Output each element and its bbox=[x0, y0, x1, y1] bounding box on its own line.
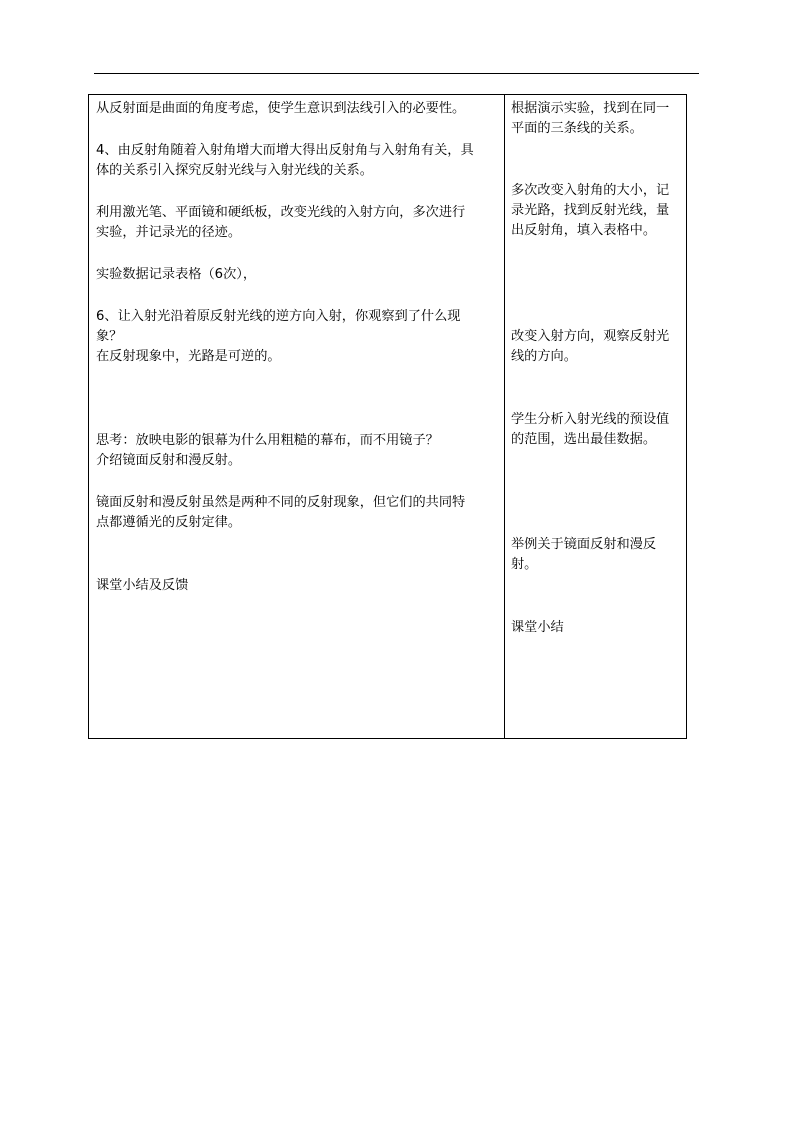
process-line: 4、由反射角随着入射角增大而增大得出反射角与入射角有关，具 bbox=[96, 143, 474, 158]
process-line: 课堂小结及反馈 bbox=[96, 578, 189, 593]
activity-line: 改变入射方向，观察反射光 bbox=[511, 329, 670, 344]
header-rule bbox=[94, 73, 699, 74]
activity-line: 录光路，找到反射光线，量 bbox=[511, 203, 670, 218]
process-paragraph-5 bbox=[96, 307, 460, 367]
activity-line: 出反射角，填入表格中。 bbox=[511, 223, 657, 238]
activity-paragraph-3 bbox=[511, 327, 669, 367]
activity-paragraph-2 bbox=[511, 181, 669, 241]
process-line: 体的关系引入探究反射光线与入射光线的关系。 bbox=[96, 163, 373, 178]
lesson-table bbox=[88, 94, 687, 739]
activity-paragraph-1 bbox=[511, 99, 669, 139]
process-paragraph-1 bbox=[96, 99, 465, 119]
activity-line: 射。 bbox=[511, 557, 538, 572]
activity-line: 的范围，选出最佳数据。 bbox=[511, 432, 657, 447]
activity-paragraph-6 bbox=[511, 618, 564, 638]
process-line: 点都遵循光的反射定律。 bbox=[96, 515, 242, 530]
activity-line: 多次改变入射角的大小，记 bbox=[511, 183, 670, 198]
process-line: 在反射现象中，光路是可逆的。 bbox=[96, 349, 281, 364]
activity-line: 根据演示实验，找到在同一 bbox=[511, 101, 670, 116]
process-line: 介绍镜面反射和漫反射。 bbox=[96, 453, 242, 468]
process-paragraph-4 bbox=[96, 265, 256, 285]
activity-paragraph-4 bbox=[511, 410, 669, 450]
activity-line: 课堂小结 bbox=[511, 620, 564, 635]
process-line: 从反射面是曲面的角度考虑，使学生意识到法线引入的必要性。 bbox=[96, 101, 466, 116]
activity-paragraph-5 bbox=[511, 535, 656, 575]
process-line: 实验数据记录表格（6次）， bbox=[96, 267, 257, 282]
process-line: 实验，并记录光的径迹。 bbox=[96, 225, 242, 240]
process-paragraph-8 bbox=[96, 576, 188, 596]
activity-line: 平面的三条线的关系。 bbox=[511, 121, 643, 136]
process-paragraph-7 bbox=[96, 493, 465, 533]
activity-line: 学生分析入射光线的预设值 bbox=[511, 412, 670, 427]
process-paragraph-2 bbox=[96, 141, 474, 181]
activity-line: 举例关于镜面反射和漫反 bbox=[511, 537, 657, 552]
column-divider bbox=[504, 95, 505, 738]
process-paragraph-6 bbox=[96, 431, 439, 471]
process-line: 利用激光笔、平面镜和硬纸板，改变光线的入射方向，多次进行 bbox=[96, 205, 466, 220]
process-line: 6、让入射光沿着原反射光线的逆方向入射，你观察到了什么现 bbox=[96, 309, 461, 324]
activity-line: 线的方向。 bbox=[511, 349, 577, 364]
process-line: 思考：放映电影的银幕为什么用粗糙的幕布，而不用镜子？ bbox=[96, 433, 439, 448]
process-line: 镜面反射和漫反射虽然是两种不同的反射现象，但它们的共同特 bbox=[96, 495, 466, 510]
process-paragraph-3 bbox=[96, 203, 465, 243]
process-line: 象？ bbox=[96, 329, 123, 344]
